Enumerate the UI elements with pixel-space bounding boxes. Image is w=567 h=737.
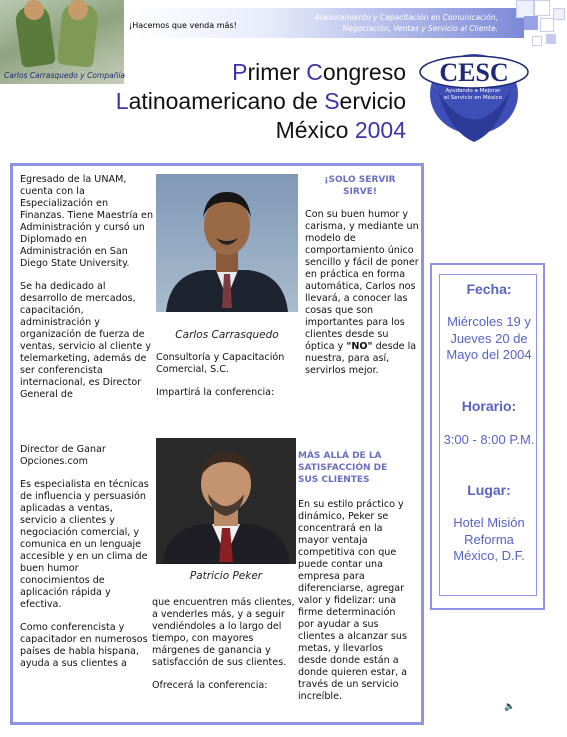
title-text: atinoamericano de bbox=[128, 88, 325, 114]
talk-desc-emphasis: "NO" bbox=[346, 341, 373, 352]
speaker-icon[interactable]: 🔈 bbox=[504, 702, 516, 712]
speaker2-bio-paragraph: Como conferencista y capacitador en numerosos países de habla hispana, ayuda a sus clientes a bbox=[20, 622, 148, 669]
talk-title-line: ¡SOLO SERVIR bbox=[324, 175, 396, 185]
cesc-logo-text: CESC bbox=[439, 58, 509, 87]
speaker2-talk-description: En su estilo práctico y dinámico, Peker se concentrará en la mayor ventaja competitiva con que puede contar una empresa para diferenciarse, agregar valor y fidelizar: una firme determinación por ayudar a sus clientes a alcanzar sus metas, y llevarlos desde donde están a donde quieren estar, a través de un servicio increíble. bbox=[298, 499, 408, 702]
speaker1-talk-title bbox=[304, 174, 416, 198]
decor-square bbox=[534, 0, 550, 16]
speaker2-bio bbox=[20, 444, 150, 681]
title-initial: C bbox=[306, 59, 323, 85]
speaker1-company: Consultoría y Capacitación Comercial, S.C. bbox=[156, 352, 285, 375]
date-value: Miércoles 19 y Jueves 20 de Mayo del 2004 bbox=[446, 314, 532, 362]
title-text: ervicio bbox=[339, 88, 406, 114]
title-initial: P bbox=[232, 59, 248, 85]
speaker1-details bbox=[156, 352, 302, 410]
speaker1-name: Carlos Carrasquedo bbox=[175, 329, 279, 341]
decor-square bbox=[532, 36, 542, 46]
title-text: rimer bbox=[247, 59, 307, 85]
speaker1-bio-paragraph: Se ha dedicado al desarrollo de mercados, capacitación, administración y organización de fuerza de ventas, servicio al cliente y telemarketing, además de ser conferencista internacional, es Director General de bbox=[20, 281, 152, 400]
speaker1-bio bbox=[20, 174, 154, 412]
speaker2-photo bbox=[156, 438, 296, 564]
speaker2-continuation: que encuentren más clientes, a venderles más, y a seguir vendiéndoles a lo largo del tiempo, con mayores márgenes de ganancia y satisfacción de sus clientes. bbox=[152, 597, 295, 668]
talk-desc-text: Con su buen humor y carisma, y mediante un modelo de comportamiento único sencillo y fácil de poner en práctica en forma automática, Carlos nos llevará, a conocer las cosas que son importantes para los clientes desde su óptica y bbox=[305, 209, 419, 352]
cesc-sub-line-2: el Servicio en México bbox=[443, 95, 503, 101]
title-line-3 bbox=[60, 116, 406, 145]
speaker2-bio-paragraph: Es especialista en técnicas de influencia y persuasión aplicadas a ventas, servicio a clientes y negociación comercial, y comunica en un lenguaje accesible y en un clima de buen humor conocimientos de aplicación rápida y efectiva. bbox=[20, 479, 149, 610]
time-label: Horario: bbox=[461, 398, 517, 414]
tagline-line-2: Negociación, Ventas y Servicio al Cliente. bbox=[342, 24, 498, 33]
decor-square bbox=[553, 8, 565, 20]
speaker2-details bbox=[152, 597, 296, 703]
title-line-1 bbox=[60, 58, 406, 87]
speaker2-name: Patricio Peker bbox=[189, 570, 263, 582]
decor-square bbox=[540, 18, 554, 32]
title-initial: L bbox=[115, 88, 129, 114]
speaker2-talk-intro: Ofrecerá la conferencia: bbox=[152, 680, 268, 691]
date-label: Fecha: bbox=[466, 281, 512, 297]
decor-square bbox=[524, 16, 538, 30]
speaker1-bio-paragraph: Egresado de la UNAM, cuenta con la Especialización en Finanzas. Tiene Maestría en Administración y cursó un Diplomado en Administración en San Diego State University. bbox=[20, 174, 154, 269]
cesc-sub-line-1: Ayudando a Mejorar bbox=[445, 88, 501, 94]
talk-desc-end: desde la nuestra, para así, servirlos mejor. bbox=[305, 341, 417, 376]
title-city: México bbox=[275, 117, 355, 143]
title-year: 2004 bbox=[354, 117, 406, 143]
slogan: ¡Hacemos que venda más! bbox=[129, 21, 237, 30]
title-line-2 bbox=[60, 87, 406, 116]
tagline-line-1: Asesoramiento y Capacitación en Comunicación, bbox=[314, 13, 498, 22]
cesc-logo-subtitle bbox=[428, 88, 518, 102]
decor-square bbox=[546, 34, 556, 44]
speaker1-talk-intro: Impartirá la conferencia: bbox=[156, 387, 275, 398]
speaker2-talk-title: MÁS ALLÁ DE LA SATISFACCIÓN DE SUS CLIENTES bbox=[298, 451, 388, 485]
speaker2-bio-paragraph: Director de Ganar Opciones.com bbox=[20, 444, 106, 467]
speaker1-photo bbox=[156, 174, 298, 312]
talk-title-line: SIRVE! bbox=[343, 187, 377, 197]
time-value: 3:00 - 8:00 P.M. bbox=[443, 432, 535, 447]
header-tagline bbox=[292, 12, 498, 34]
title-initial: S bbox=[324, 88, 340, 114]
logo-caption: Carlos Carrasquedo y Compañía bbox=[4, 71, 125, 80]
title-text: ongreso bbox=[322, 59, 406, 85]
speaker1-talk-description bbox=[305, 209, 419, 377]
place-value: Hotel Misión Reforma México, D.F. bbox=[453, 515, 525, 563]
congress-title bbox=[60, 58, 406, 145]
place-label: Lugar: bbox=[467, 482, 511, 498]
